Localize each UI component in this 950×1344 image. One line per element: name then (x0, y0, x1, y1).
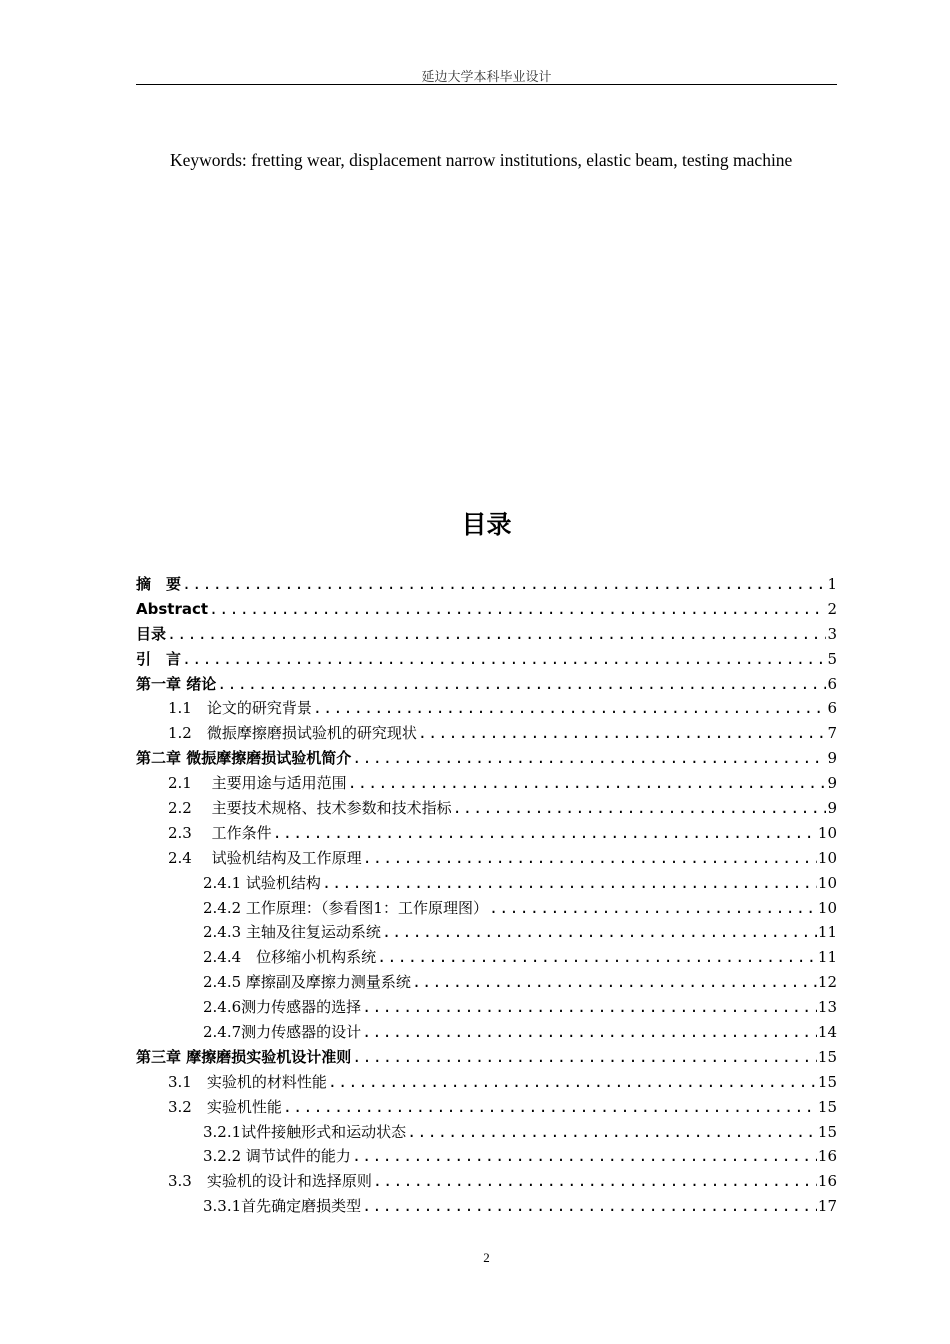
toc-entry-page: 14 (817, 1023, 837, 1042)
toc-entry-page: 10 (817, 873, 837, 892)
toc-entry-title: 3.2.2 调节试件的能力 (203, 1147, 351, 1166)
toc-entry-title: 2.4.6测力传感器的选择 (203, 998, 362, 1017)
toc-entry[interactable] (136, 1144, 837, 1169)
toc-entry-page: 6 (827, 699, 837, 718)
toc-entry-title: 2.4 试验机结构及工作原理 (168, 848, 362, 867)
toc-leader-dots (283, 1095, 817, 1120)
toc-entry-page: 16 (817, 1147, 837, 1166)
toc-leader-dots (209, 597, 826, 622)
toc-entry-page: 10 (817, 823, 837, 842)
toc-entry-page: 10 (817, 898, 837, 917)
toc-entry-title: 2.4.3 主轴及往复运动系统 (203, 923, 381, 942)
toc-entry-title: Abstract (136, 599, 209, 618)
toc-entry[interactable] (136, 1095, 837, 1120)
toc-entry-page: 9 (827, 774, 837, 793)
toc-entry-page: 9 (827, 799, 837, 818)
toc-entry-title: 2.1 主要用途与适用范围 (168, 774, 347, 793)
toc-entry-page: 7 (827, 724, 837, 743)
toc-leader-dots (363, 846, 817, 871)
toc-entry-page: 5 (827, 649, 837, 668)
toc-leader-dots (352, 1045, 817, 1070)
toc-entry[interactable] (136, 1194, 837, 1219)
toc-entry-title: 3.2 实验机性能 (168, 1097, 282, 1116)
toc-entry-page: 16 (817, 1172, 837, 1191)
toc-leader-dots (182, 647, 826, 672)
toc-entry-page: 15 (817, 1122, 837, 1141)
toc-entry[interactable] (136, 896, 837, 921)
toc-leader-dots (328, 1070, 817, 1095)
toc-entry-title: 2.4.5 摩擦副及摩擦力测量系统 (203, 973, 411, 992)
toc-entry-page: 17 (817, 1197, 837, 1216)
toc-leader-dots (453, 796, 827, 821)
page-number: 2 (483, 1250, 490, 1265)
toc-entry[interactable] (136, 1070, 837, 1095)
toc-leader-dots (352, 1144, 817, 1169)
toc-entry-title: 第二章 微振摩擦磨损试验机简介 (136, 749, 352, 768)
toc-leader-dots (182, 572, 826, 597)
toc-entry-page: 2 (827, 599, 837, 618)
toc-entry-page: 11 (817, 923, 837, 942)
toc-entry-page: 9 (827, 749, 837, 768)
toc-entry[interactable] (136, 821, 837, 846)
toc-entry-title: 2.3 工作条件 (168, 823, 272, 842)
toc-entry[interactable] (136, 672, 837, 697)
toc-entry-title: 第三章 摩擦磨损实验机设计准则 (136, 1047, 352, 1066)
toc-leader-dots (489, 896, 817, 921)
toc-entry[interactable] (136, 647, 837, 672)
page-header: 延边大学本科毕业设计 (421, 70, 552, 85)
toc-leader-dots (382, 920, 817, 945)
toc-entry[interactable] (136, 1020, 837, 1045)
header-rule (136, 84, 837, 85)
toc-leader-dots (313, 696, 827, 721)
toc-entry[interactable] (136, 1045, 837, 1070)
toc-entry-title: 3.3.1首先确定磨损类型 (203, 1197, 362, 1216)
toc-entry[interactable] (136, 597, 837, 622)
toc-entry[interactable] (136, 1169, 837, 1194)
toc-entry-page: 12 (817, 973, 837, 992)
toc-entry-title: 3.1 实验机的材料性能 (168, 1072, 327, 1091)
toc-entry[interactable] (136, 796, 837, 821)
toc-entry[interactable] (136, 920, 837, 945)
toc-entry[interactable] (136, 1120, 837, 1145)
toc-entry[interactable] (136, 721, 837, 746)
toc-entry-title: 2.4.7测力传感器的设计 (203, 1023, 362, 1042)
toc-leader-dots (377, 945, 817, 970)
toc-entry[interactable] (136, 871, 837, 896)
toc-leader-dots (418, 721, 827, 746)
toc-leader-dots (348, 771, 827, 796)
toc-entry-title: 引 言 (136, 649, 182, 668)
toc-entry-title: 2.4.2 工作原理：（参看图1：工作原理图） (203, 898, 488, 917)
toc-entry[interactable] (136, 846, 837, 871)
toc-entry-title: 摘 要 (136, 575, 182, 593)
toc-entry-title: 2.2 主要技术规格、技术参数和技术指标 (168, 799, 452, 818)
toc-entry-page: 1 (827, 575, 837, 593)
toc-entry-title: 目录 (136, 624, 167, 643)
toc-entry[interactable] (136, 970, 837, 995)
toc-entry[interactable] (136, 622, 837, 647)
toc-leader-dots (373, 1169, 817, 1194)
toc-leader-dots (407, 1120, 817, 1145)
toc-leader-dots (322, 871, 817, 896)
toc-leader-dots (217, 672, 826, 697)
toc-entry-page: 15 (817, 1072, 837, 1091)
toc-entry-title: 第一章 绪论 (136, 674, 217, 693)
table-of-contents (136, 572, 837, 1219)
toc-entry[interactable] (136, 995, 837, 1020)
toc-entry[interactable] (136, 746, 837, 771)
toc-entry-title: 3.3 实验机的设计和选择原则 (168, 1172, 372, 1191)
toc-title: 目录 (461, 510, 512, 539)
toc-leader-dots (352, 746, 826, 771)
toc-leader-dots (362, 1194, 817, 1219)
toc-entry-page: 13 (817, 998, 837, 1017)
keywords-paragraph (136, 148, 837, 173)
toc-leader-dots (273, 821, 817, 846)
toc-entry-page: 11 (817, 948, 837, 967)
toc-entry-title: 3.2.1试件接触形式和运动状态 (203, 1122, 407, 1141)
toc-entry-title: 1.1 论文的研究背景 (168, 699, 312, 718)
toc-entry-page: 3 (827, 624, 837, 643)
toc-entry-page: 6 (827, 674, 837, 693)
toc-entry[interactable] (136, 771, 837, 796)
keywords-text: Keywords: fretting wear, displacement narrow institutions, elastic beam, testing machine (170, 150, 793, 170)
toc-entry[interactable] (136, 696, 837, 721)
toc-entry-page: 15 (817, 1097, 837, 1116)
toc-leader-dots (412, 970, 817, 995)
toc-entry[interactable] (136, 572, 837, 597)
toc-entry[interactable] (136, 945, 837, 970)
toc-leader-dots (362, 995, 817, 1020)
toc-entry-page: 15 (817, 1047, 837, 1066)
toc-entry-title: 2.4.4 位移缩小机构系统 (203, 948, 377, 967)
toc-entry-title: 2.4.1 试验机结构 (203, 873, 321, 892)
toc-entry-page: 10 (817, 848, 837, 867)
toc-entry-title: 1.2 微振摩擦磨损试验机的研究现状 (168, 724, 417, 743)
toc-leader-dots (362, 1020, 817, 1045)
toc-leader-dots (167, 622, 826, 647)
